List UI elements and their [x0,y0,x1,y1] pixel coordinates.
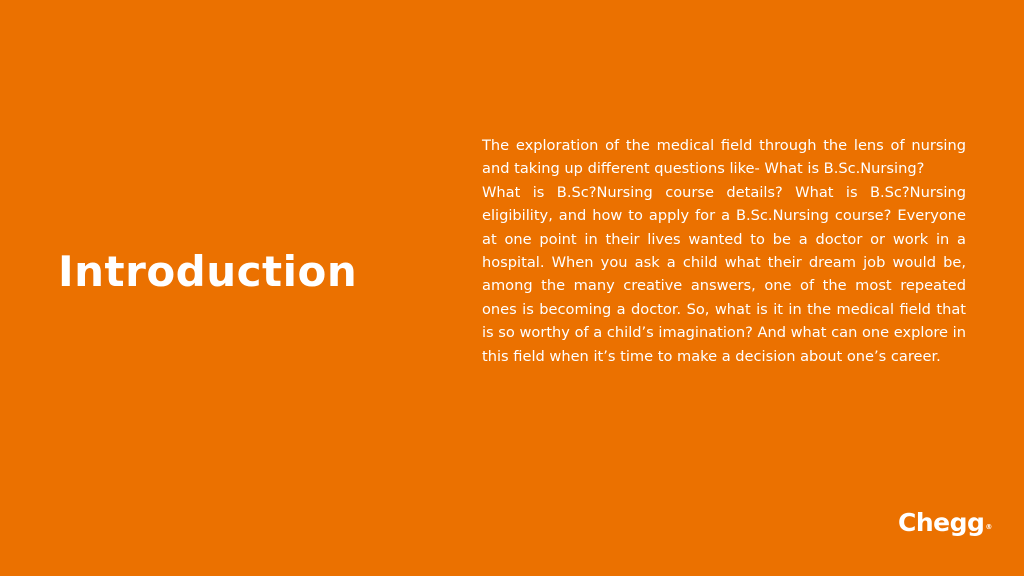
slide-title: Introduction [58,247,358,296]
chegg-logo [898,508,992,538]
paragraph-1: The exploration of the medical field through the lens of nursing and taking up different questions like- What is B.Sc.Nursing? [482,137,966,178]
logo-text: Chegg [898,508,985,537]
paragraph-2: What is B.Sc?Nursing course details? What is B.Sc?Nursing eligibility, and how to apply for a B.Sc.Nursing course? Everyone at one point in their lives wanted to be a doctor or work in a hospital. When you ask a child what their dream job would be, among the many creative answers, one of the most repeated ones is becoming a doctor. So, what is it in the medical field that is so worthy of a child’s imagination? And what can one explore in this field when it’s time to make a decision about one’s career. [482,183,966,365]
registered-mark: ® [985,523,992,531]
body-text [482,134,966,368]
